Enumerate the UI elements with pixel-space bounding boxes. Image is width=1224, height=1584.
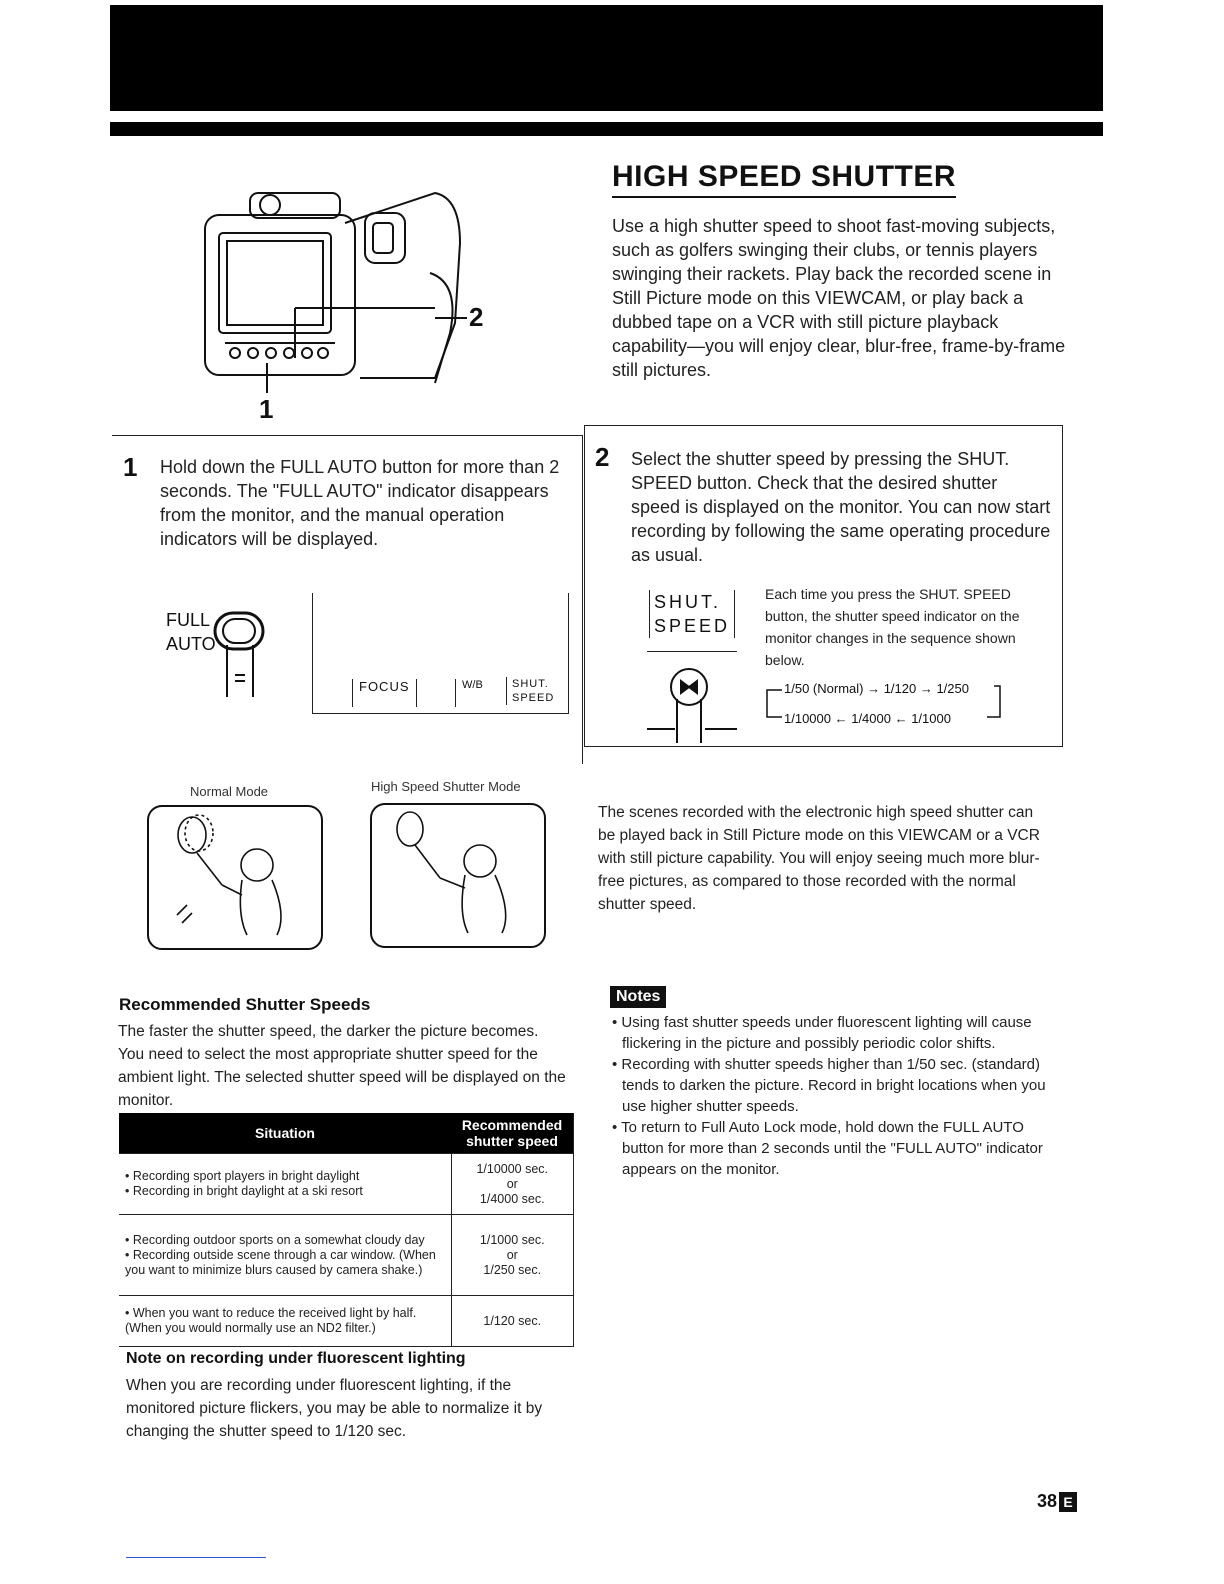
normal-mode-illustration xyxy=(147,805,323,950)
high-speed-mode-illustration xyxy=(370,803,546,948)
page-number: 38 xyxy=(1037,1491,1058,1511)
high-speed-mode-caption: High Speed Shutter Mode xyxy=(371,779,521,794)
col-speed: Recommended shutter speed xyxy=(451,1113,574,1154)
row2-situation: • Recording outdoor sports on a somewhat cloudy day • Recording outside scene through a car window. (When you want to minimize blurs caused by camera shake.) xyxy=(119,1215,451,1296)
sequence-loop-arrows xyxy=(762,682,1012,722)
page-title: HIGH SPEED SHUTTER xyxy=(612,160,956,198)
full-label: FULL xyxy=(166,610,211,630)
shut-speed-button[interactable] xyxy=(649,590,735,638)
col-situation: Situation xyxy=(119,1113,451,1154)
full-auto-button-icon[interactable] xyxy=(205,605,275,700)
monitor-shut-speed xyxy=(506,677,554,705)
notes-list xyxy=(612,1012,1052,1180)
fluorescent-text: When you are recording under fluorescent lighting, if the monitored picture flickers, you may be able to normalize it by changing the shutter speed to 1/120 sec. xyxy=(126,1377,543,1440)
auto-label: AUTO xyxy=(166,634,216,654)
monitor-focus: FOCUS xyxy=(352,679,417,707)
header-rule xyxy=(110,122,1103,136)
callout-2: 2 xyxy=(469,302,484,332)
step1-text: Hold down the FULL AUTO button for more than 2 seconds. The "FULL AUTO" indicator disappears from the monitor, and the manual operation indicators will be displayed. xyxy=(160,457,560,549)
recommended-table xyxy=(119,1113,574,1347)
row1-speed: 1/10000 sec. or 1/4000 sec. xyxy=(451,1154,574,1215)
scenes-text: The scenes recorded with the electronic high speed shutter can be played back in Still Picture mode on this VIEWCAM or a VCR with still picture capability. You will enjoy seeing much more blur-free pictures, as compared to those recorded with the normal shutter speed. xyxy=(598,804,1040,913)
page-number-wrap xyxy=(1037,1491,1077,1512)
row2-speed: 1/1000 sec. or 1/250 sec. xyxy=(451,1215,574,1296)
header-black-band xyxy=(110,5,1103,111)
notes-badge: Notes xyxy=(610,986,666,1008)
fluorescent-heading: Note on recording under fluorescent lighting xyxy=(126,1350,466,1367)
press-button-icon xyxy=(645,665,740,745)
note-item: • Recording with shutter speeds higher than 1/50 sec. (standard) tends to darken the picture. Record in bright locations when you use higher shutter speeds. xyxy=(612,1056,1046,1115)
monitor-wb: W/B xyxy=(455,679,489,707)
button-underline xyxy=(647,651,737,652)
language-badge: E xyxy=(1059,1492,1077,1512)
sequence-bottom: 1/10000 ← 1/4000 ← 1/1000 xyxy=(784,711,951,726)
speed-label: SPEED xyxy=(654,616,731,636)
row3-speed: 1/120 sec. xyxy=(451,1296,574,1347)
recommended-text: The faster the shutter speed, the darker the picture becomes. You need to select the most appropriate shutter speed for the ambient light. The selected shutter speed will be displayed on the monitor. xyxy=(118,1023,566,1109)
table-row xyxy=(119,1296,574,1347)
header-gap xyxy=(110,111,1103,122)
intro-text: Use a high shutter speed to shoot fast-moving subjects, such as golfers swinging their clubs, or tennis players swinging their rackets. Play back the recorded scene in Still Picture mode on this VIEWCAM, or play back a dubbed tape on a VCR with still picture playback capability—you will enjoy clear, blur-free, frame-by-frame still pictures. xyxy=(612,216,1066,380)
step2-number: 2 xyxy=(595,442,610,472)
table-row xyxy=(119,1154,574,1215)
monitor-speed: SPEED xyxy=(512,692,555,704)
step2-text: Select the shutter speed by pressing the SHUT. SPEED button. Check that the desired shutter speed is displayed on the monitor. You can now start recording by following the same operating procedure as usual. xyxy=(631,449,1051,565)
footer-rule xyxy=(126,1557,266,1558)
recommended-heading: Recommended Shutter Speeds xyxy=(119,995,371,1014)
table-header-row xyxy=(119,1113,574,1154)
normal-mode-caption: Normal Mode xyxy=(190,784,269,799)
camera-illustration xyxy=(195,183,495,423)
callout-1: 1 xyxy=(259,394,274,424)
step1-number: 1 xyxy=(123,452,138,482)
recommended-table-wrap xyxy=(119,1113,574,1347)
note-item: • To return to Full Auto Lock mode, hold down the FULL AUTO button for more than 2 seconds until the "FULL AUTO" indicator appears on the monitor. xyxy=(612,1119,1043,1178)
sequence-top: 1/50 (Normal) → 1/120 → 1/250 xyxy=(784,681,969,696)
monitor-shut: SHUT. xyxy=(512,678,549,690)
press-text: Each time you press the SHUT. SPEED button, the shutter speed indicator on the monitor changes in the sequence shown below. xyxy=(765,586,1020,668)
row1-situation: • Recording sport players in bright daylight • Recording in bright daylight at a ski resort xyxy=(119,1154,451,1215)
table-row xyxy=(119,1215,574,1296)
shut-label: SHUT. xyxy=(654,592,722,612)
note-item: • Using fast shutter speeds under fluorescent lighting will cause flickering in the picture and possibly periodic color shifts. xyxy=(612,1014,1032,1052)
row3-situation: • When you want to reduce the received light by half. (When you would normally use an ND2 filter.) xyxy=(119,1296,451,1347)
